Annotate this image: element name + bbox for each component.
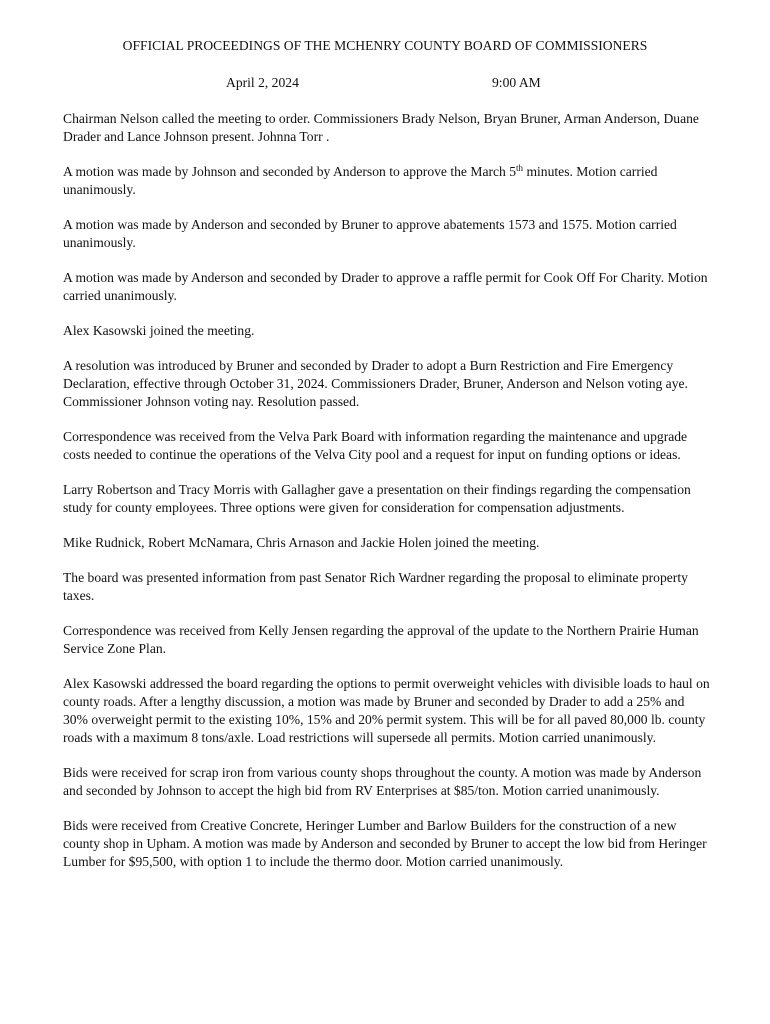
document-title: OFFICIAL PROCEEDINGS OF THE MCHENRY COUNTY BOARD OF COMMISSIONERS — [122, 38, 648, 53]
paragraph-kasowski-joined: Alex Kasowski joined the meeting. — [63, 323, 255, 338]
paragraph-minutes-approval — [63, 163, 711, 199]
paragraph-overweight-permits: Alex Kasowski addressed the board regarding the options to permit overweight vehicles with divisible loads to haul on county roads. After a lengthy discussion, a motion was made by Bruner and seconded by Drader to add a 25% and 30% overweight permit to the existing 10%, 15% and 20% permit system. This will be for all paved 80,000 lb. county roads with a maximum 8 tons/axle. Load restrictions will supersede all permits. Motion carried unanimously. — [63, 676, 710, 745]
paragraph-abatements: A motion was made by Anderson and seconded by Bruner to approve abatements 1573 and 1575. Motion carried unanimously. — [63, 217, 677, 250]
minutes-body — [63, 110, 711, 888]
meeting-date: April 2, 2024 — [226, 75, 299, 90]
paragraph-scrap-iron-bids: Bids were received for scrap iron from various county shops throughout the county. A motion was made by Anderson and seconded by Johnson to accept the high bid from RV Enterprises at $85/ton. Motion carried unanimously. — [63, 765, 702, 798]
meeting-time: 9:00 AM — [492, 75, 541, 90]
minutes-approval-text-end: minutes. Motion carried unanimously. — [63, 164, 658, 197]
paragraph-property-taxes: The board was presented information from past Senator Rich Wardner regarding the proposal to eliminate property taxes. — [63, 570, 688, 603]
paragraph-attendees-joined: Mike Rudnick, Robert McNamara, Chris Arnason and Jackie Holen joined the meeting. — [63, 535, 540, 550]
ordinal-suffix: th — [516, 163, 524, 173]
paragraph-raffle-permit: A motion was made by Anderson and seconded by Drader to approve a raffle permit for Cook Off For Charity. Motion carried unanimously. — [63, 270, 708, 303]
paragraph-compensation-study: Larry Robertson and Tracy Morris with Gallagher gave a presentation on their findings regarding the compensation study for county employees. Three options were given for consideration for compensation adjustments. — [63, 482, 691, 515]
paragraph-human-service-zone: Correspondence was received from Kelly Jensen regarding the approval of the update to the Northern Prairie Human Service Zone Plan. — [63, 623, 699, 656]
minutes-approval-text-start: A motion was made by Johnson and seconded by Anderson to approve the March 5 — [63, 164, 517, 179]
paragraph-call-to-order: Chairman Nelson called the meeting to order. Commissioners Brady Nelson, Bryan Bruner, Arman Anderson, Duane Drader and Lance Johnson present. Johnna Torr . — [63, 111, 699, 144]
paragraph-burn-restriction: A resolution was introduced by Bruner and seconded by Drader to adopt a Burn Restriction and Fire Emergency Declaration, effective through October 31, 2024. Commissioners Drader, Bruner, Anderson and Nelson voting aye. Commissioner Johnson voting nay. Resolution passed. — [63, 358, 688, 409]
paragraph-velva-park-board: Correspondence was received from the Velva Park Board with information regarding the maintenance and upgrade costs needed to continue the operations of the Velva City pool and a request for input on funding options or ideas. — [63, 429, 688, 462]
paragraph-county-shop-bids: Bids were received from Creative Concrete, Heringer Lumber and Barlow Builders for the construction of a new county shop in Upham. A motion was made by Anderson and seconded by Bruner to accept the low bid from Heringer Lumber for $95,500, with option 1 to include the thermo door. Motion carried unanimously. — [63, 818, 707, 869]
